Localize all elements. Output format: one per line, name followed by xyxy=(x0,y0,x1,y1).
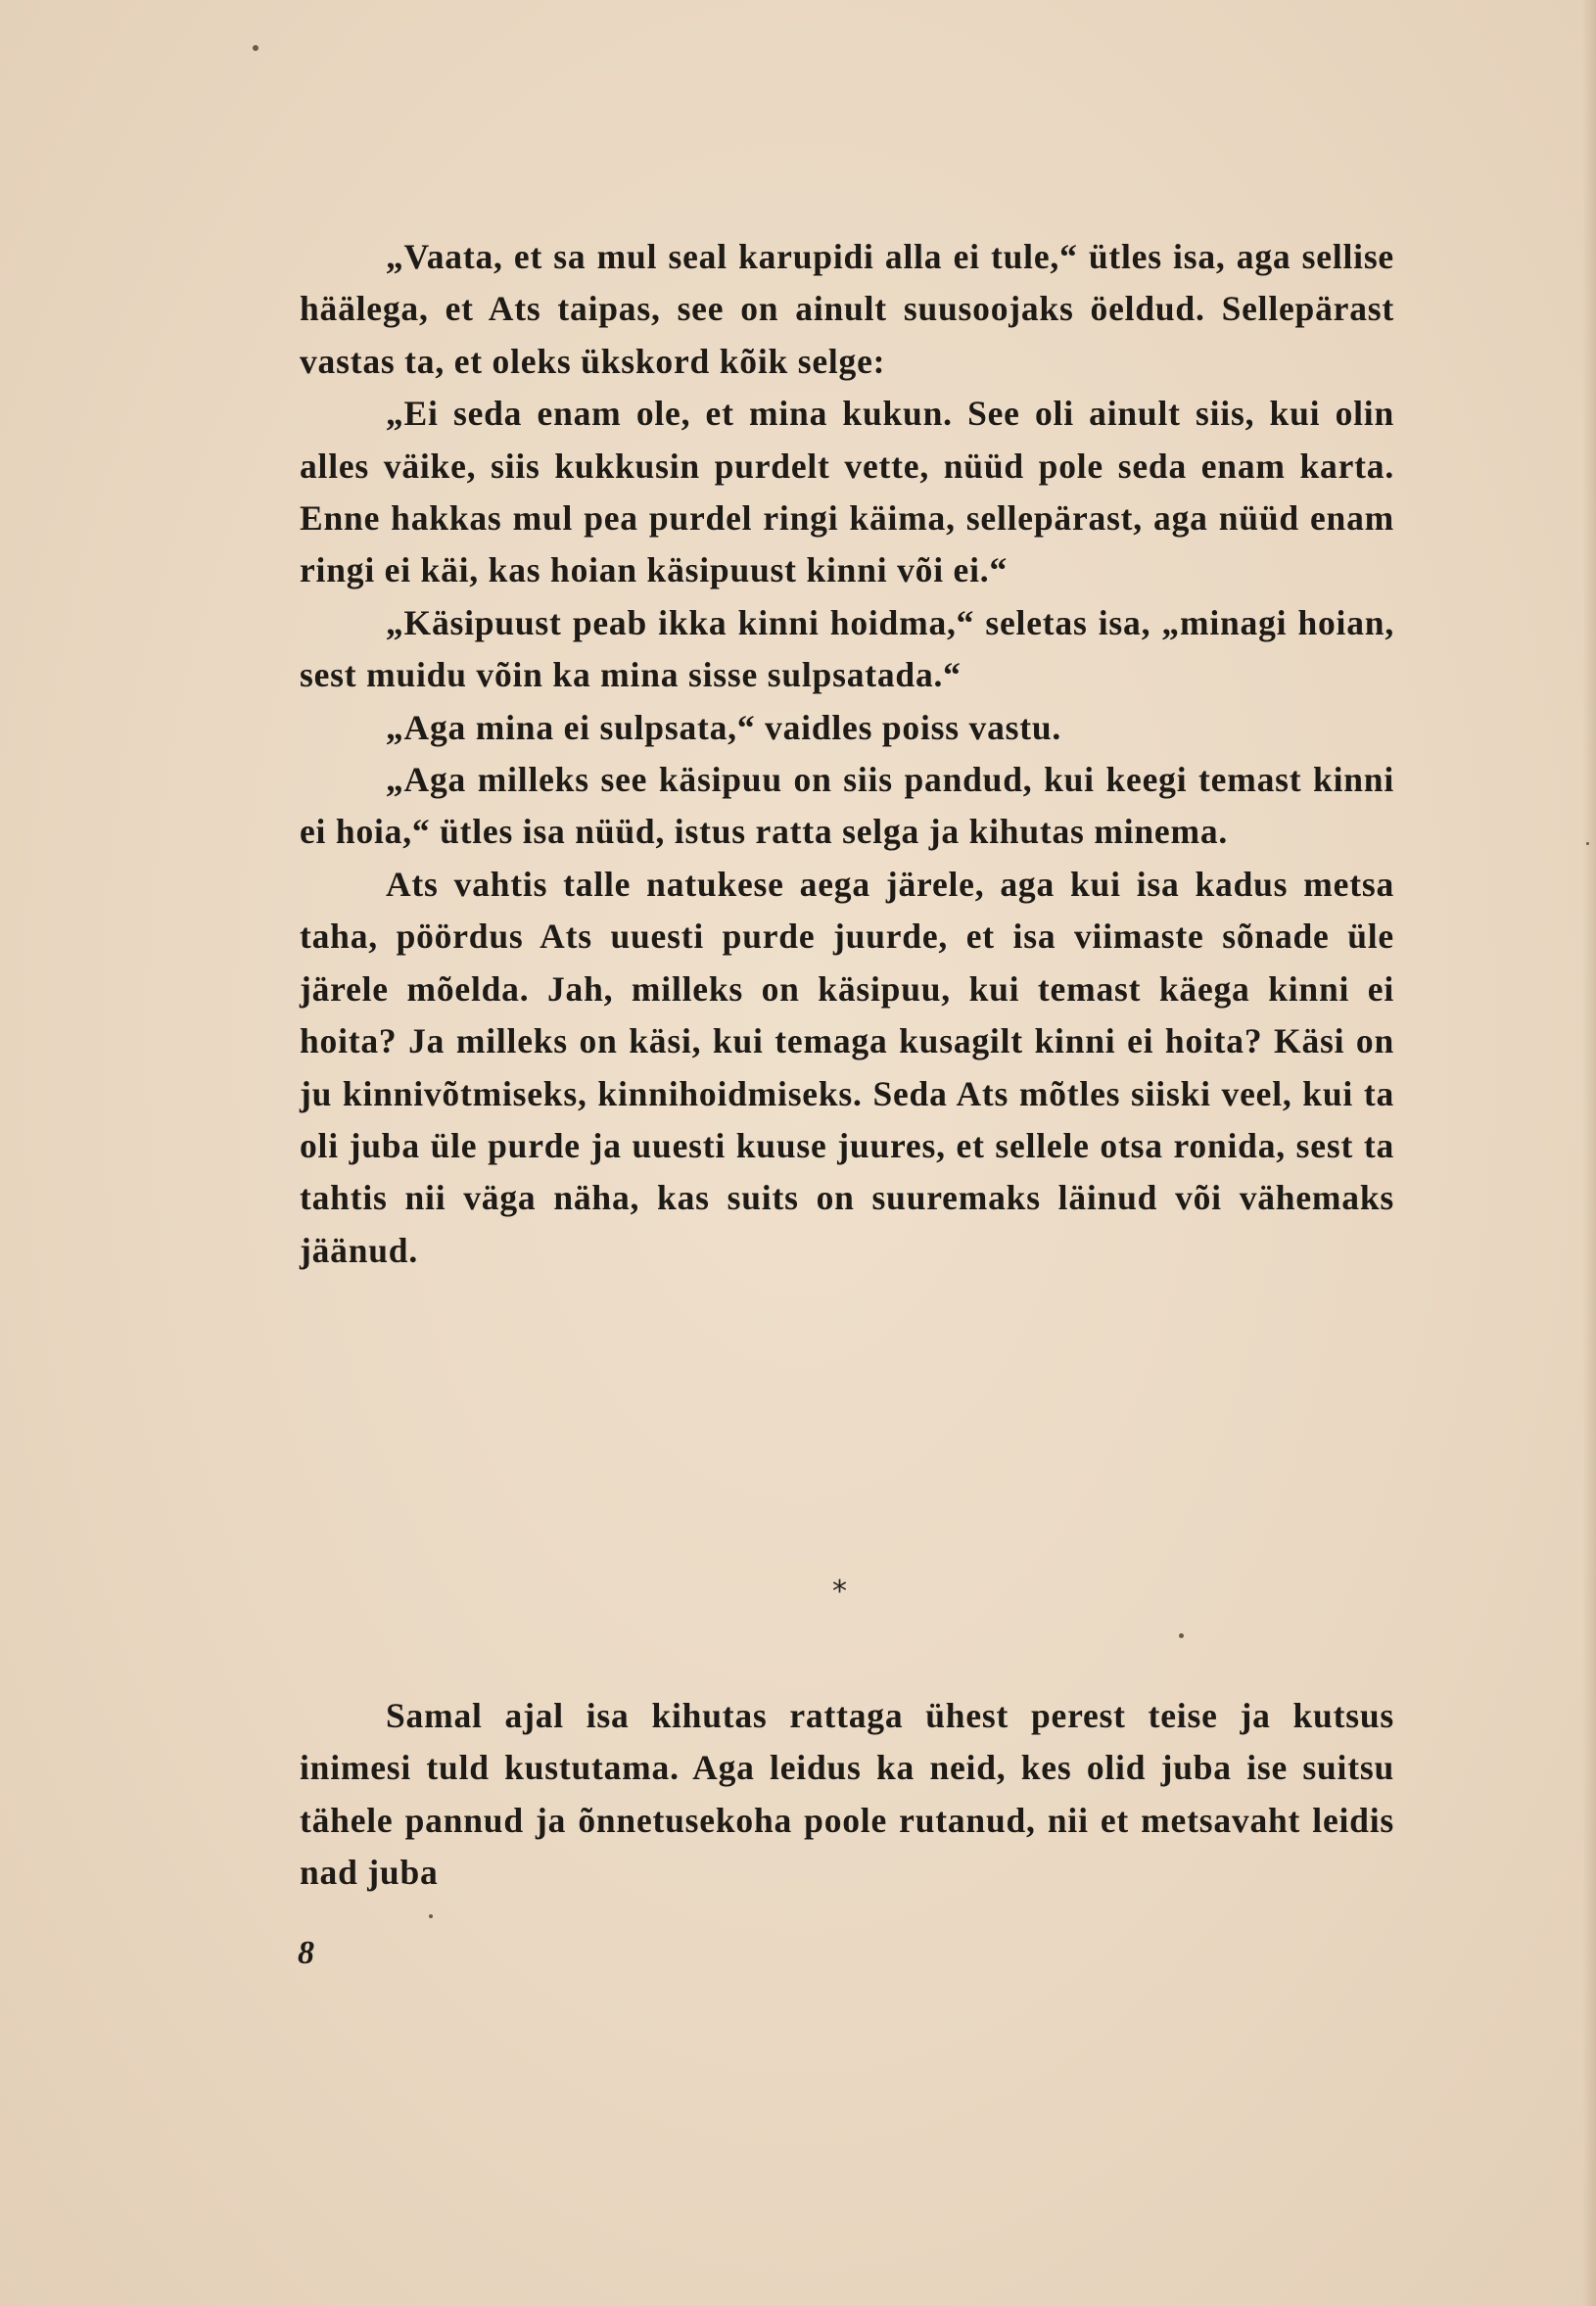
body-text xyxy=(300,231,1394,1277)
paragraph: „Ei seda enam ole, et mina kukun. See oli ainult siis, kui olin alles väike, siis kukkusin purdelt vette, nüüd pole seda enam karta. Enne hakkas mul pea purdel ringi käima, sellepärast, aga nüüd enam ringi ei käi, kas hoian käsipuust kinni või ei.“ xyxy=(300,394,1394,590)
page-number: 8 xyxy=(298,1935,314,1971)
body-text-continued xyxy=(300,1690,1394,1900)
section-divider: * xyxy=(832,1575,847,1609)
paragraph: Ats vahtis talle natukese aega järele, aga kui isa kadus metsa taha, pöördus Ats uuesti purde juurde, et isa viimaste sõnade üle järele mõelda. Jah, milleks on käsipuu, kui temast käega kinni ei hoita? Ja milleks on käsi, kui temaga kusagilt kinni ei hoita? Käsi on ju kinnivõtmiseks, kinnihoidmiseks. Seda Ats mõtles siiski veel, kui ta oli juba üle purde ja uuesti kuuse juures, et sellele otsa ronida, sest ta tahtis nii väga näha, kas suits on suuremaks läinud või vähemaks jäänud. xyxy=(300,864,1394,1270)
paragraph: „Vaata, et sa mul seal karupidi alla ei tule,“ ütles isa, aga sellise häälega, et Ats taipas, see on ainult suusoojaks öeldud. Sellepärast vastas ta, et oleks ükskord kõik selge: xyxy=(300,237,1394,381)
paragraph: Samal ajal isa kihutas rattaga ühest perest teise ja kutsus inimesi tuld kustutama. Aga leidus ka neid, kes olid juba ise suitsu tähele pannud ja õnnetusekoha poole rutanud, nii et metsavaht leidis nad juba xyxy=(300,1696,1394,1893)
page-edge-shadow xyxy=(1582,0,1596,2306)
paragraph: „Aga milleks see käsipuu on siis pandud, kui keegi temast kinni ei hoia,“ ütles isa nüüd, istus ratta selga ja kihutas minema. xyxy=(300,760,1394,852)
paper-speck xyxy=(253,45,258,51)
paper-speck xyxy=(1586,842,1589,845)
paper-speck xyxy=(429,1914,433,1918)
paragraph: „Käsipuust peab ikka kinni hoidma,“ seletas isa, „minagi hoian, sest muidu võin ka mina sisse sulpsatada.“ xyxy=(300,602,1394,695)
paragraph: „Aga mina ei sulpsata,“ vaidles poiss vastu. xyxy=(386,707,1062,747)
paper-speck xyxy=(1179,1633,1184,1638)
